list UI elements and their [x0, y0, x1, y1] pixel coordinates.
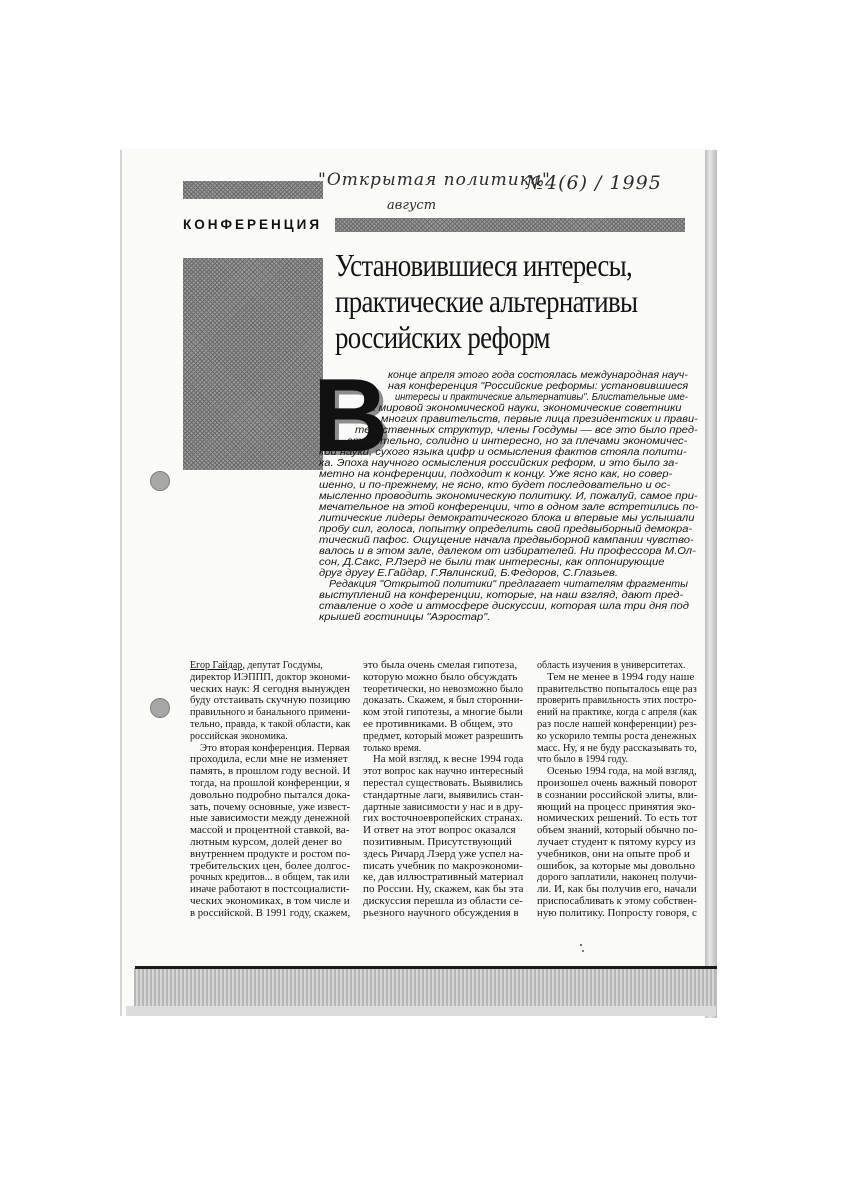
text-line: объем знаний, который обычно по-: [537, 825, 698, 837]
text-line: массой и процентной ставкой, ва-: [190, 825, 350, 837]
text-line: зать, почему основные, уже извест-: [190, 801, 351, 813]
text-line: ные зависимости между денежной: [190, 813, 350, 825]
text-line: иначе работают в постсоциалисти-: [190, 884, 350, 896]
text-line: лучает студент к пятому курсу из: [537, 837, 696, 848]
hatch-block: [183, 258, 323, 470]
hatch-bar-right: [335, 218, 685, 232]
headline-line: практические альтернативы: [335, 283, 638, 319]
text-line: номических решений. То есть тот: [537, 813, 698, 825]
headline-line: Установившиеся интересы,: [335, 247, 633, 283]
scan-speck: [582, 950, 584, 952]
text-line: проходила, если мне не изменяет: [190, 754, 348, 766]
bottom-rule: [135, 966, 717, 969]
text-line: тогда, на прошлой конференции, я: [190, 778, 350, 789]
text-line: раз после нашей конференции) рез-: [537, 719, 697, 730]
text-line: директор ИЭППП, доктор экономи-: [190, 671, 351, 683]
text-line: область изучения в университетах.: [537, 660, 686, 671]
text-line: ка. Эпоха научного осмысления российских реформ, и это было за-: [319, 458, 679, 469]
handwritten-month: август: [387, 198, 437, 213]
text-line: На мой взгляд, к весне 1994 года: [373, 754, 524, 766]
text-line: крышей гостиницы "Аэростар".: [319, 612, 491, 623]
text-line: сон, Д.Сакс, Р.Лэерд не были так интересны, как оппонирующие: [319, 557, 665, 568]
text-line: ее противниками. В общем, это: [363, 719, 513, 730]
text-line: правильного и банального примени-: [190, 707, 351, 719]
text-line: пробу сил, голоса, попытку определить свой предвыборный демокра-: [319, 524, 693, 535]
text-line: учебников, они на опыте проб и: [537, 848, 690, 860]
text-line: предмет, который может разрешить: [363, 730, 524, 742]
text-line: Редакция "Открытой политики" предлагает читателям фрагменты: [329, 579, 688, 590]
text-line: И ответ на этот вопрос оказался: [363, 825, 516, 837]
scan-bottom-band: [134, 968, 716, 1008]
handwritten-source: "Открытая политика": [318, 170, 551, 190]
text-line: перестал существовать. Выявились: [363, 778, 523, 789]
text-line: Это вторая конференция. Первая: [200, 742, 350, 754]
text-line: дорого заплатили, наконец получи-: [537, 872, 697, 884]
text-line: тельственных структур, члены Госдумы — все это было пред-: [355, 425, 698, 436]
text-line: метно на конференции, подходит к концу. Уже ясно как, но совер-: [319, 469, 673, 480]
text-line: произошел очень важный поворот: [537, 778, 697, 789]
text-line: интересы и практические альтернативы". Блистательные име-: [395, 392, 688, 403]
drop-cap-letter: В: [313, 358, 389, 474]
text-line: ную политику. Попросту говоря, с: [537, 907, 697, 919]
hatch-bar-top: [183, 181, 323, 199]
text-line: друг другу Е.Гайдар, Г.Явлинский, Б.Федоров, С.Глазьев.: [319, 568, 619, 579]
text-line: требительских цен, более долгос-: [190, 860, 351, 872]
text-line: ком этой гипотезы, а многие были: [363, 707, 523, 719]
text-line: позитивным. Присутствующий: [363, 837, 512, 848]
text-line: это была очень смелая гипотеза,: [363, 660, 518, 671]
text-line: стандартные лаги, выявились стан-: [363, 789, 524, 801]
headline: [335, 247, 695, 355]
text-line: писать учебник по макроэкономи-: [363, 860, 523, 872]
text-line: ческих экономиках, в том числе и: [190, 896, 350, 907]
scan-speck: [580, 944, 582, 946]
binder-hole-top: [150, 471, 170, 491]
text-line: ошибок, за которые мы довольно: [537, 860, 695, 872]
text-line: доказать. Скажем, я был сторонни-: [363, 695, 524, 707]
text-line: которую можно было обсуждать: [363, 671, 518, 683]
text-line: [190, 660, 323, 671]
text-line: шенно, и по-прежнему, не ясно, кто будет последовательно и ос-: [319, 480, 671, 491]
text-line: что было в 1994 году.: [537, 754, 628, 766]
text-line: выступлений на конференции, которые, на наш взгляд, дают пред-: [319, 590, 684, 601]
text-line: ли. И, как бы получив его, начали: [537, 884, 697, 896]
text-line: здесь Ричард Лэерд уже успел на-: [363, 848, 524, 860]
text-line: этот вопрос как научно интересный: [363, 766, 524, 778]
text-line: мысленно проводить экономическую политику. И, пожалуй, самое при-: [319, 491, 698, 502]
text-line: ений на практике, когда с апреля (как: [537, 707, 698, 719]
text-line: довольно подробно пытался дока-: [190, 789, 351, 801]
speaker-name: Егор Гайдар: [190, 660, 243, 671]
text-line: тельно, правда, к такой области, как: [190, 719, 351, 730]
text-line: приспосабливать к этому собствен-: [537, 896, 697, 907]
text-line: мечательное на этой конференции, что в одном зале встретились по-: [319, 502, 699, 513]
text-line: гих восточноевропейских странах.: [363, 813, 523, 825]
text-line: масс. Ну, я не буду рассказывать то,: [537, 742, 697, 754]
text-line: ставление о ходе и атмосфере дискуссии, которая шла три дня под: [319, 601, 689, 612]
text-line: рочных кредитов... в общем, так или: [190, 872, 350, 884]
text-line: рьезного научного обсуждения в: [363, 907, 519, 919]
text-line: правительство попыталось еще раз: [537, 683, 697, 695]
text-line: яющий на процесс принятия эко-: [537, 801, 696, 813]
headline-line: российских реформ: [335, 319, 550, 355]
text-line: ко ускорило темпы роста денежных: [537, 730, 697, 742]
text-line: ке, дав иллюстративный материал: [363, 872, 524, 884]
section-label: КОНФЕРЕНЦИЯ: [183, 217, 323, 232]
text-line: ставительно, солидно и интересно, но за плечами экономичес-: [347, 436, 688, 447]
text-line: многих правительств, первые лица президентских и прави-: [381, 414, 698, 425]
scan-bottom-shadow: [126, 1006, 716, 1016]
text-line: ная конференция "Российские реформы: установившиеся: [388, 381, 689, 392]
text-line: дискуссия перешла из области се-: [363, 896, 523, 907]
text-line: в российской. В 1991 году, скажем,: [190, 907, 351, 919]
page-edge-left: [120, 150, 122, 1016]
text-line: Тем не менее в 1994 году наше: [547, 671, 695, 683]
binder-hole-bottom: [150, 698, 170, 718]
text-line: конце апреля этого года состоялась международная науч-: [388, 370, 688, 381]
text-line: валось и в этом зале, далеком от избирателей. Ни профессора М.Ол-: [319, 546, 696, 557]
text-line: Осенью 1994 года, на мой взгляд,: [547, 766, 697, 778]
text-line: только время.: [363, 742, 422, 754]
text-line: кой науки, сухого языка цифр и осмысления фактов стояла полити-: [319, 447, 687, 458]
text-line: литические лидеры демократического блока и впервые мы услышали: [319, 513, 695, 524]
text-line: на мировой экономической науки, экономические советники: [363, 403, 682, 414]
handwritten-issue: №4(6) / 1995: [526, 172, 662, 194]
text-line: теоретически, но невозможно было: [363, 683, 524, 695]
text-line: в сознании российской элиты, вли-: [537, 789, 698, 801]
text-line: лютным курсом, долей денег во: [190, 837, 342, 848]
text-line: ческих наук: Я сегодня вынужден: [190, 683, 351, 695]
speaker-affiliation: , депутат Госдумы,: [242, 660, 323, 671]
text-line: тический пафос. Ощущение начала предвыборной кампании чувство-: [319, 535, 694, 546]
text-line: буду отстаивать скучную позицию: [190, 695, 351, 707]
text-line: по России. Ну, скажем, как бы эта: [363, 884, 524, 896]
page-edge-right: [705, 150, 717, 1018]
text-line: внутреннем продукте и ростом по-: [190, 848, 351, 860]
text-line: дартные зависимости у нас и в дру-: [363, 801, 523, 813]
text-line: память, в прошлом году весной. И: [190, 766, 351, 778]
text-line: российская экономика.: [190, 730, 288, 742]
text-line: проверить правильность этих постро-: [537, 695, 697, 707]
